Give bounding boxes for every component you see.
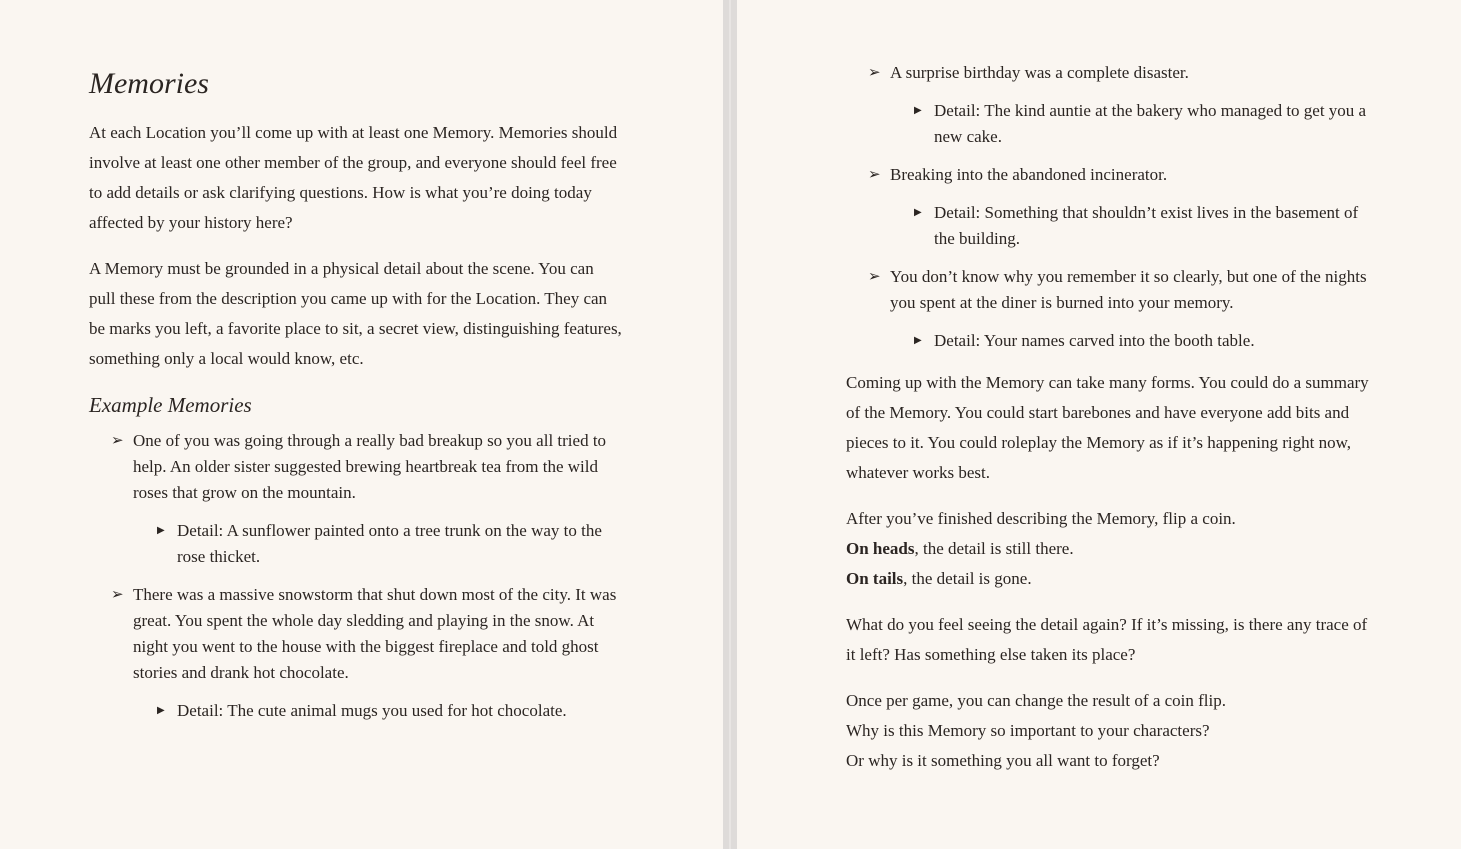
- example-item: [868, 60, 1376, 86]
- triangle-bullet-icon: ▶: [157, 525, 165, 536]
- example-text: There was a massive snowstorm that shut down most of the city. It was great. You spent the whole day sledding and playing in the snow. At night you went to the house with the biggest fireplace and told ghost stories and drank hot chocolate.: [133, 585, 617, 682]
- coin-flip-rules: [846, 504, 1376, 594]
- example-text: Breaking into the abandoned incinerator.: [890, 165, 1168, 184]
- page-title: Memories: [89, 67, 209, 100]
- arrow-bullet-icon: ➢: [868, 65, 881, 81]
- arrow-bullet-icon: ➢: [868, 269, 881, 285]
- arrow-bullet-icon: ➢: [111, 587, 124, 603]
- left-page: [0, 0, 723, 849]
- closing-line: Or why is it something you all want to forget?: [846, 751, 1160, 770]
- gutter-divider: [729, 0, 731, 849]
- closing-line: Why is this Memory so important to your characters?: [846, 721, 1210, 740]
- right-page: [737, 0, 1461, 849]
- tails-rule: [846, 564, 1376, 594]
- detail-text: Detail: The kind auntie at the bakery who managed to get you a new cake.: [934, 101, 1367, 146]
- arrow-bullet-icon: ➢: [868, 167, 881, 183]
- example-item: [111, 582, 624, 686]
- detail-text: Detail: A sunflower painted onto a tree trunk on the way to the rose thicket.: [177, 521, 602, 566]
- detail-text: Detail: The cute animal mugs you used for hot chocolate.: [177, 701, 567, 720]
- left-page-content: [89, 64, 624, 736]
- tails-text: , the detail is gone.: [903, 569, 1032, 588]
- triangle-bullet-icon: ▶: [914, 105, 922, 116]
- right-page-content: [846, 60, 1376, 792]
- triangle-bullet-icon: ▶: [157, 705, 165, 716]
- example-list: [111, 428, 624, 724]
- example-detail: [868, 328, 1376, 354]
- triangle-bullet-icon: ▶: [914, 207, 922, 218]
- page-gutter: [723, 0, 737, 849]
- example-detail: [868, 200, 1376, 252]
- coin-intro: After you’ve finished describing the Memory, flip a coin.: [846, 509, 1236, 528]
- detail-text: Detail: Something that shouldn’t exist lives in the basement of the building.: [934, 203, 1359, 248]
- heads-label: On heads: [846, 539, 915, 558]
- examples-heading: Example Memories: [89, 393, 252, 417]
- tails-label: On tails: [846, 569, 904, 588]
- heads-text: , the detail is still there.: [914, 539, 1074, 558]
- example-detail: [111, 518, 624, 570]
- example-item: [868, 162, 1376, 188]
- closing-lines: [846, 686, 1376, 776]
- closing-line: Once per game, you can change the result of a coin flip.: [846, 691, 1226, 710]
- example-detail: [868, 98, 1376, 150]
- triangle-bullet-icon: ▶: [914, 335, 922, 346]
- example-list-continued: [868, 60, 1376, 354]
- intro-paragraph-2: A Memory must be grounded in a physical detail about the scene. You can pull these from the description you came up with for the Location. They can be marks you left, a favorite place to sit, a secret view, distinguishing features, something only a local would know, etc.: [89, 259, 622, 368]
- example-item: [868, 264, 1376, 316]
- heads-rule: [846, 534, 1376, 564]
- forms-paragraph: Coming up with the Memory can take many forms. You could do a summary of the Memory. You could start barebones and have everyone add bits and pieces to it. You could roleplay the Memory as if it’s happening right now, whatever works best.: [846, 373, 1369, 482]
- detail-text: Detail: Your names carved into the booth table.: [934, 331, 1255, 350]
- arrow-bullet-icon: ➢: [111, 433, 124, 449]
- example-text: One of you was going through a really bad breakup so you all tried to help. An older sister suggested brewing heartbreak tea from the wild roses that grow on the mountain.: [133, 431, 607, 502]
- example-item: [111, 428, 624, 506]
- example-text: You don’t know why you remember it so clearly, but one of the nights you spent at the diner is burned into your memory.: [890, 267, 1367, 312]
- intro-paragraph-1: At each Location you’ll come up with at least one Memory. Memories should involve at least one other member of the group, and everyone should feel free to add details or ask clarifying questions. How is what you’re doing today affected by your history here?: [89, 123, 618, 232]
- feel-paragraph: What do you feel seeing the detail again? If it’s missing, is there any trace of it left? Has something else taken its place?: [846, 615, 1368, 664]
- example-text: A surprise birthday was a complete disaster.: [890, 63, 1189, 82]
- example-detail: [111, 698, 624, 724]
